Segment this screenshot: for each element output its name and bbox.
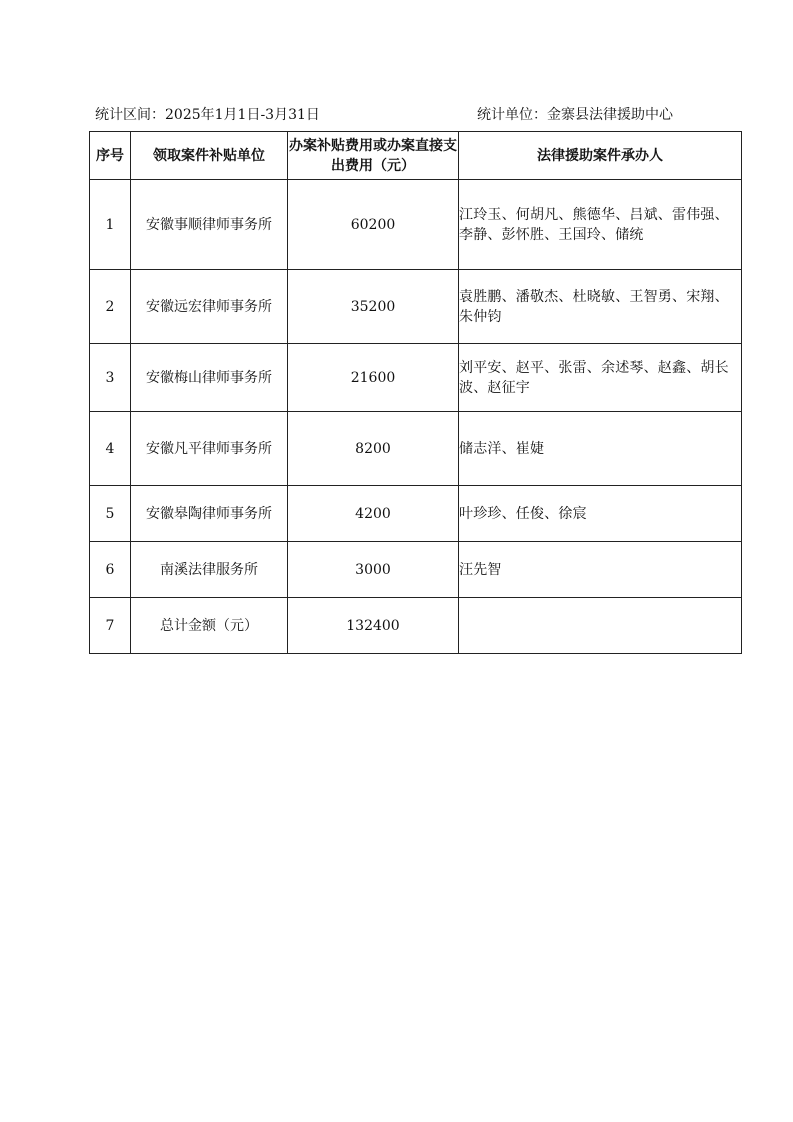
row-subsidy-amount: 35200: [288, 270, 459, 344]
row-subsidy-unit: 安徽事顺律师事务所: [131, 180, 288, 270]
row-case-handlers: 储志洋、崔婕: [459, 412, 742, 486]
header-case-handlers: 法律援助案件承办人: [459, 132, 742, 180]
row-subsidy-unit: 南溪法律服务所: [131, 542, 288, 598]
total-amount: 132400: [288, 598, 459, 654]
row-case-handlers: [459, 598, 742, 654]
row-case-handlers: 袁胜鹏、潘敬杰、杜晓敏、王智勇、宋翔、朱仲钧: [459, 270, 742, 344]
header-subsidy-unit: 领取案件补贴单位: [131, 132, 288, 180]
row-subsidy-amount: 4200: [288, 486, 459, 542]
row-subsidy-unit: 安徽皋陶律师事务所: [131, 486, 288, 542]
header-serial-number: 序号: [90, 132, 131, 180]
row-case-handlers: 江玲玉、何胡凡、熊德华、吕斌、雷伟强、李静、彭怀胜、王国玲、储统: [459, 180, 742, 270]
table-row: [90, 344, 742, 412]
row-case-handlers: 刘平安、赵平、张雷、余述琴、赵鑫、胡长波、赵征宇: [459, 344, 742, 412]
table-row: [90, 270, 742, 344]
row-subsidy-amount: 60200: [288, 180, 459, 270]
row-serial-number: 6: [90, 542, 131, 598]
row-serial-number: 5: [90, 486, 131, 542]
statistics-period: 统计区间：2025年1月1日-3月31日: [95, 107, 320, 123]
row-serial-number: 7: [90, 598, 131, 654]
header-subsidy-amount: 办案补贴费用或办案直接支出费用（元）: [288, 132, 459, 180]
table-row: [90, 180, 742, 270]
row-subsidy-unit: 安徽远宏律师事务所: [131, 270, 288, 344]
statistics-unit: 统计单位：金寨县法律援助中心: [477, 107, 673, 123]
row-case-handlers: 叶珍珍、任俊、徐宸: [459, 486, 742, 542]
row-subsidy-unit: 安徽凡平律师事务所: [131, 412, 288, 486]
row-subsidy-amount: 21600: [288, 344, 459, 412]
row-subsidy-amount: 3000: [288, 542, 459, 598]
row-subsidy-unit: 安徽梅山律师事务所: [131, 344, 288, 412]
table-header-row: [90, 132, 742, 180]
row-subsidy-amount: 8200: [288, 412, 459, 486]
table-row: [90, 412, 742, 486]
row-serial-number: 4: [90, 412, 131, 486]
table-row: [90, 542, 742, 598]
row-case-handlers: 汪先智: [459, 542, 742, 598]
total-label: 总计金额（元）: [131, 598, 288, 654]
row-serial-number: 2: [90, 270, 131, 344]
total-row: [90, 598, 742, 654]
subsidy-table: [89, 131, 742, 654]
row-serial-number: 1: [90, 180, 131, 270]
table-row: [90, 486, 742, 542]
row-serial-number: 3: [90, 344, 131, 412]
